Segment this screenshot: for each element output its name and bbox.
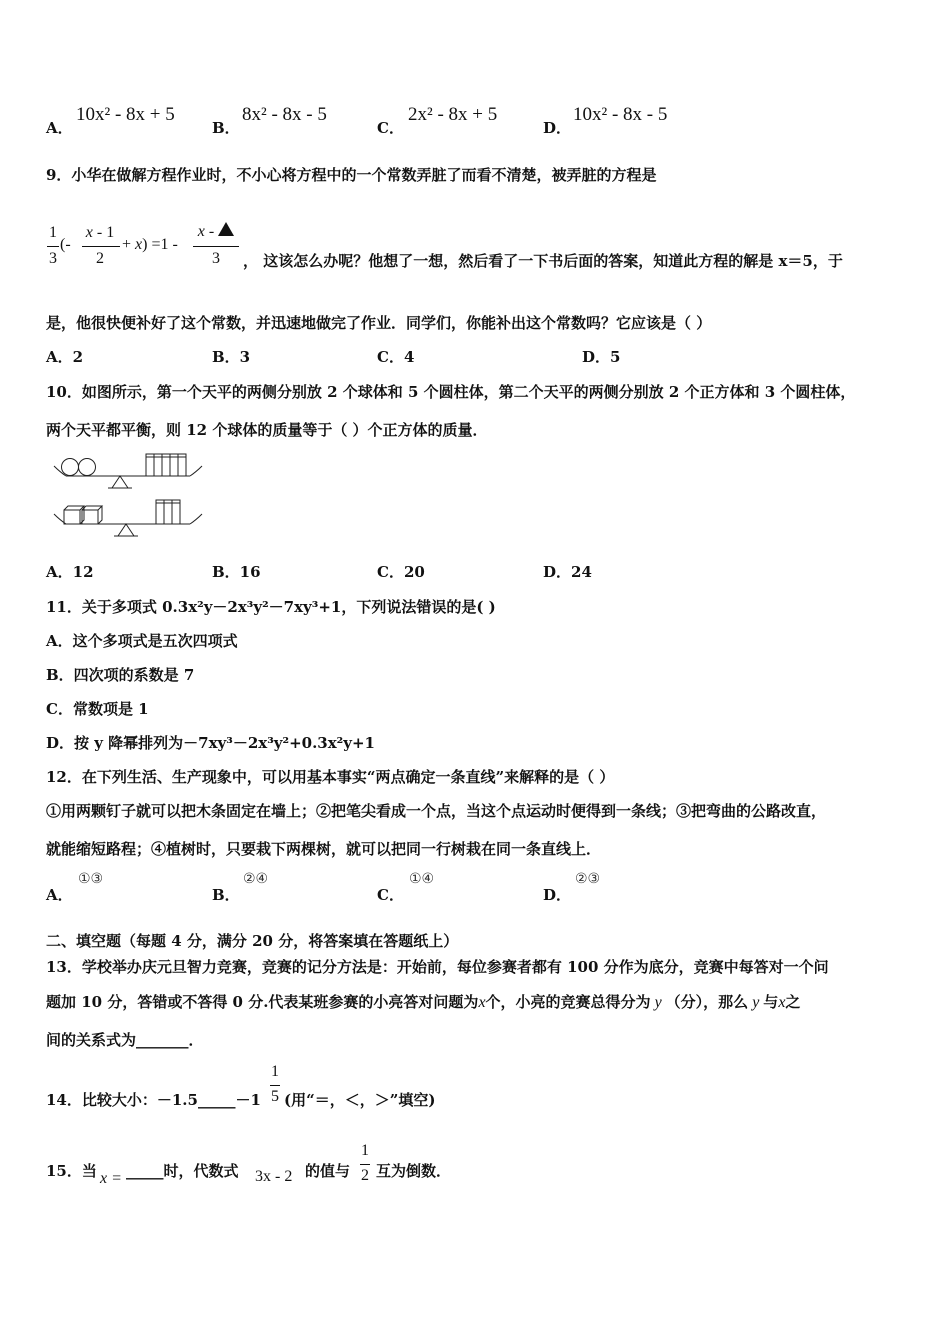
q9-option-a: A．2 <box>46 348 84 366</box>
q10-stem-line2: 两个天平都平衡，则 12 个球体的质量等于（ ）个正方体的质量． <box>46 421 488 439</box>
q12-option-c-value: ①④ <box>409 871 435 887</box>
q8-option-c-expr: 2x² - 8x + 5 <box>408 104 498 125</box>
q10-option-c: C．20 <box>377 563 425 581</box>
q8-option-a-expr: 10x² - 8x + 5 <box>76 104 175 125</box>
q10-option-a: A．12 <box>46 563 94 581</box>
q12-stem: 12．在下列生活、生产现象中，可以用基本事实“两点确定一条直线”来解释的是（ ） <box>46 768 615 786</box>
q11-option-d: D．按 y 降幂排列为－7xy³－2x³y²+0.3x²y+1 <box>46 734 375 752</box>
sphere-icon <box>79 459 96 476</box>
q12-option-b-letter: B． <box>212 886 240 904</box>
q14-text-a: 14．比较大小：－1.5_____－1 <box>46 1091 261 1109</box>
cube-icon <box>64 510 80 524</box>
cylinder-icon <box>156 500 164 524</box>
q11-option-a: A．这个多项式是五次四项式 <box>46 632 238 650</box>
q11-option-b: B．四次项的系数是 7 <box>46 666 195 684</box>
q8-option-a-letter: A． <box>46 119 73 137</box>
cylinder-icon <box>164 500 172 524</box>
q13-line3: 间的关系式为_______． <box>46 1031 204 1049</box>
balance-scale-2-icon <box>54 500 202 536</box>
q12-line1: ①用两颗钉子就可以把木条固定在墙上；②把笔尖看成一个点，当这个点运动时便得到一条线；③把弯曲的公路改直， <box>46 802 827 820</box>
q10-stem-line1: 10．如图所示，第一个天平的两侧分别放 2 个球体和 5 个圆柱体，第二个天平的两侧分别放 2 个正方体和 3 个圆柱体， <box>46 383 856 401</box>
smudged-constant-triangle-icon <box>218 222 234 236</box>
q15-text-c: 的值与 <box>305 1162 351 1180</box>
q12-option-a-value: ①③ <box>78 871 104 887</box>
q15-text-d: 互为倒数． <box>376 1162 452 1180</box>
q9-option-d: D．5 <box>582 348 621 366</box>
q15-var-x: x = <box>100 1170 122 1187</box>
q13-line1: 13．学校举办庆元旦智力竞赛，竞赛的记分方法是：开始前，每位参赛者都有 100 分作为底分，竞赛中每答对一个问 <box>46 958 829 976</box>
q12-option-d-letter: D． <box>543 886 572 904</box>
q8-option-c-letter: C． <box>377 119 404 137</box>
q13-line2: 题加 10 分，答错或不答得 0 分.代表某班参赛的小亮答对问题为x个，小亮的竞赛总得分为 y （分），那么 y 与x之 <box>46 993 801 1011</box>
q14-text-b: (用“＝，＜，＞”填空) <box>284 1091 436 1109</box>
section-2-heading: 二、填空题（每题 4 分，满分 20 分，将答案填在答题纸上） <box>46 932 459 950</box>
q11-stem: 11．关于多项式 0.3x²y－2x³y²－7xy³+1，下列说法错误的是( ) <box>46 598 496 616</box>
balance-scale-1-icon <box>54 454 202 488</box>
q9-stem-line1: 9．小华在做解方程作业时，不小心将方程中的一个常数弄脏了而看不清楚，被弄脏的方程是 <box>46 166 657 184</box>
q15-text-a: 15．当 <box>46 1162 97 1180</box>
balance-scales-figure <box>50 448 210 543</box>
q15-frac-denominator: 2 <box>361 1167 369 1184</box>
q12-option-b-value: ②④ <box>243 871 269 887</box>
q12-option-a-letter: A． <box>46 886 73 904</box>
q9-eq-tail: ， 这该怎么办呢？他想了一想，然后看了一下书后面的答案，知道此方程的解是 x＝5，于 <box>243 252 843 270</box>
q9-option-c: C．4 <box>377 348 415 366</box>
q15-frac-numerator: 1 <box>361 1142 369 1159</box>
q15-text-b: _____时，代数式 <box>126 1162 239 1180</box>
q8-option-b-expr: 8x² - 8x - 5 <box>242 104 327 125</box>
q12-option-d-value: ②③ <box>575 871 601 887</box>
q8-option-d-letter: D． <box>543 119 572 137</box>
q11-option-c: C．常数项是 1 <box>46 700 149 718</box>
q10-option-b: B．16 <box>212 563 261 581</box>
q14-frac-denominator: 5 <box>271 1088 279 1105</box>
sphere-icon <box>62 459 79 476</box>
q10-option-d: D．24 <box>543 563 592 581</box>
q9-option-b: B．3 <box>212 348 251 366</box>
q15-expr: 3x - 2 <box>255 1168 293 1185</box>
q12-option-c-letter: C． <box>377 886 404 904</box>
cylinder-icon <box>172 500 180 524</box>
q9-stem-line2: 是，他很快便补好了这个常数，并迅速地做完了作业．同学们，你能补出这个常数吗？它应该是（ ） <box>46 314 712 332</box>
q8-option-b-letter: B． <box>212 119 240 137</box>
q14-frac-numerator: 1 <box>271 1063 279 1080</box>
q8-option-d-expr: 10x² - 8x - 5 <box>573 104 668 125</box>
q12-line2: 就能缩短路程；④植树时，只要栽下两棵树，就可以把同一行树栽在同一条直线上． <box>46 840 602 858</box>
